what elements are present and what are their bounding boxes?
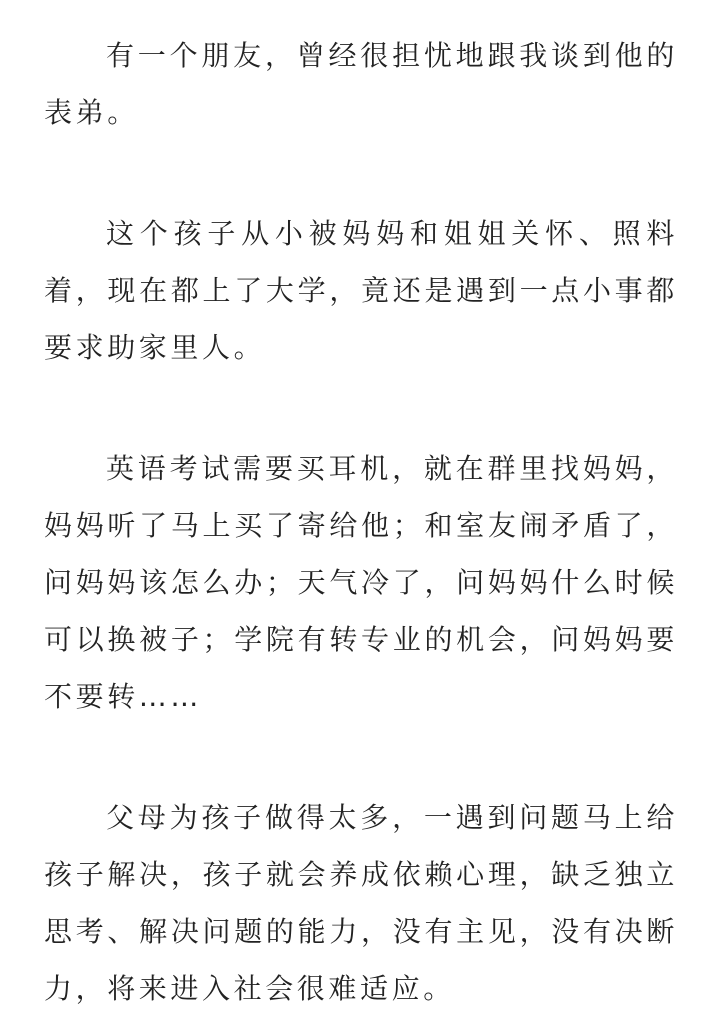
paragraph-4: 父母为孩子做得太多，一遇到问题马上给孩子解决，孩子就会养成依赖心理，缺乏独立思考、解决问题的能力，没有主见，没有决断力，将来进入社会很难适应。 [44, 801, 678, 1005]
paragraph-1: 有一个朋友，曾经很担忧地跟我谈到他的表弟。 [44, 39, 678, 129]
paragraph-2: 这个孩子从小被妈妈和姐姐关怀、照料着，现在都上了大学，竟还是遇到一点小事都要求助家里人。 [44, 217, 678, 364]
paragraph-3: 英语考试需要买耳机，就在群里找妈妈，妈妈听了马上买了寄给他；和室友闹矛盾了，问妈妈该怎么办；天气冷了，问妈妈什么时候可以换被子；学院有转专业的机会，问妈妈要不要转…… [44, 452, 678, 713]
article-body [44, 27, 678, 1017]
